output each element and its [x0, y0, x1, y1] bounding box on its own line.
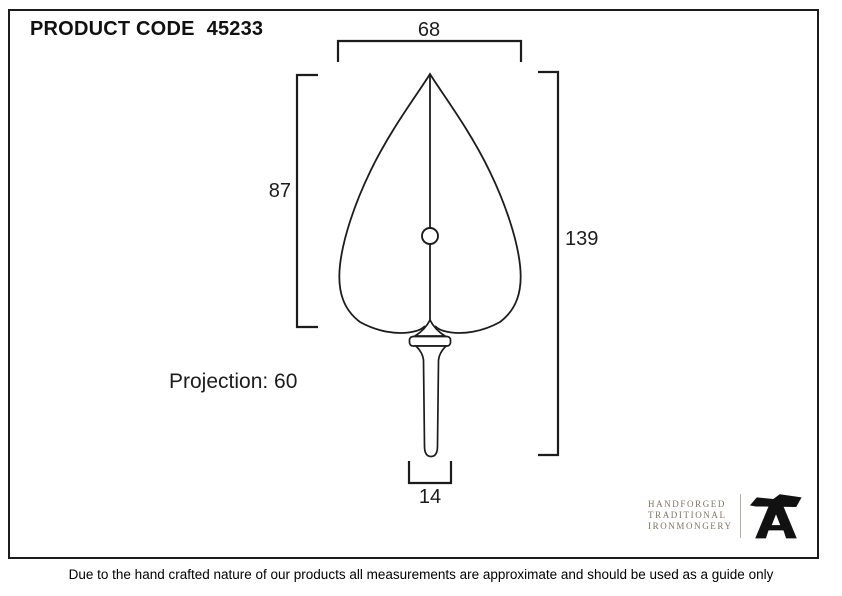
- dim-bracket-bottom-stem: [409, 461, 451, 483]
- rivet-hole: [422, 228, 438, 244]
- disclaimer-text: Due to the hand crafted nature of our products all measurements are approximate and should be used as a guide only: [68, 567, 774, 582]
- logo-divider: [740, 494, 741, 538]
- brand-tagline-line2: TRADITIONAL: [648, 510, 727, 520]
- dim-label-stem-width: 14: [418, 486, 442, 508]
- dim-bracket-right-overall: [538, 72, 558, 455]
- anvil-icon: [749, 491, 803, 540]
- brand-logo: [648, 491, 803, 540]
- stem-shank: [416, 346, 446, 457]
- dim-label-head-height: 87: [268, 180, 291, 202]
- projection-note: Projection: 60: [169, 370, 298, 393]
- product-code-label: PRODUCT CODE: [30, 18, 195, 40]
- product-code-value: 45233: [206, 18, 264, 40]
- dim-bracket-top-width: [338, 41, 521, 62]
- dim-label-overall-height: 139: [565, 228, 599, 250]
- dim-bracket-left-height: [297, 75, 318, 327]
- brand-tagline-line3: IRONMONGERY: [648, 521, 733, 531]
- brand-tagline: [648, 499, 733, 532]
- dim-label-head-width: 68: [417, 19, 441, 41]
- collar-disc: [410, 337, 451, 347]
- brand-tagline-line1: HANDFORGED: [648, 499, 727, 509]
